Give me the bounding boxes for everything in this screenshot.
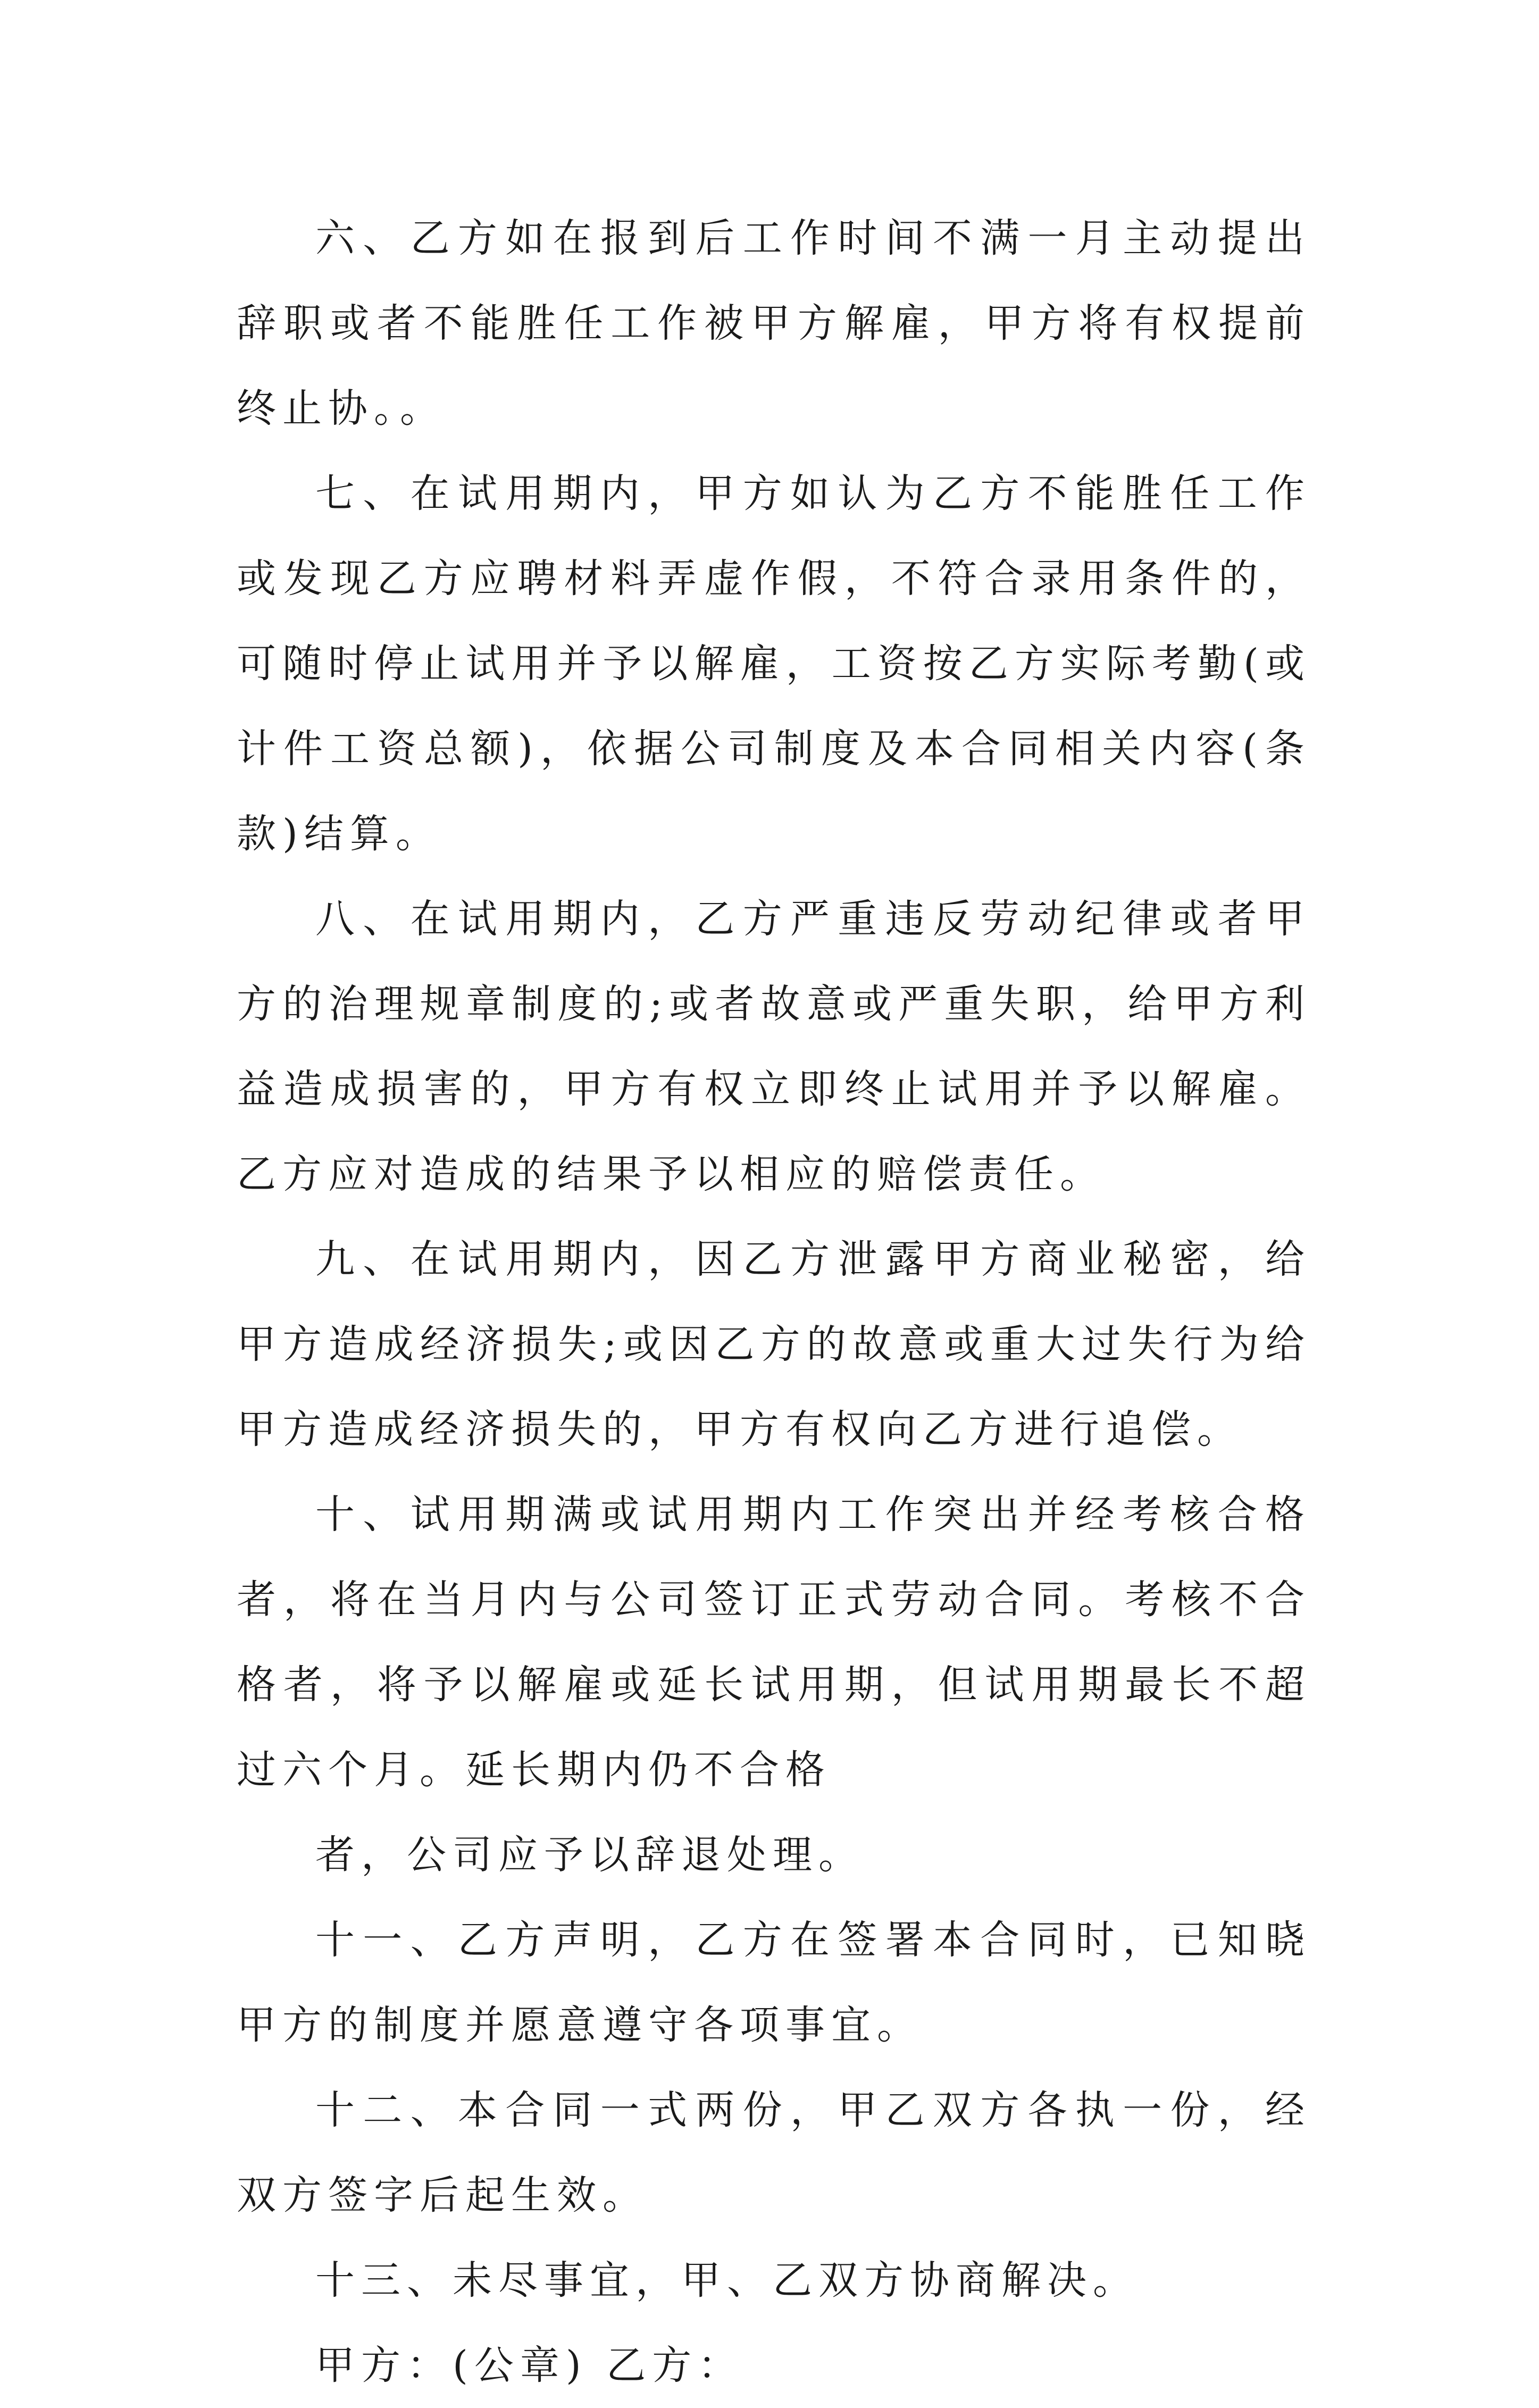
document-body [237,196,1311,2408]
clause-6: 六、乙方如在报到后工作时间不满一月主动提出辞职或者不能胜任工作被甲方解雇，甲方将有权提前终止协。。 [237,215,1311,431]
signature-line: 甲方：(公章) 乙方： [315,2343,744,2388]
clause-9: 九、在试用期内，因乙方泄露甲方商业秘密，给甲方造成经济损失;或因乙方的故意或重大过失行为给甲方造成经济损失的，甲方有权向乙方进行追偿。 [237,1236,1311,1452]
clause-11: 十一、乙方声明，乙方在签署本合同时，已知晓甲方的制度并愿意遵守各项事宜。 [237,1917,1311,2048]
clause-13: 十三、未尽事宜，甲、乙双方协商解决。 [315,2258,1139,2303]
clause-10: 十、试用期满或试用期内工作突出并经考核合格者，将在当月内与公司签订正式劳动合同。考核不合格者，将予以解雇或延长试用期，但试用期最长不超过六个月。延长期内仍不合格 [237,1492,1311,1793]
clause-8: 八、在试用期内，乙方严重违反劳动纪律或者甲方的治理规章制度的;或者故意或严重失职，给甲方利益造成损害的，甲方有权立即终止试用并予以解雇。乙方应对造成的结果予以相应的赔偿责任。 [237,896,1311,1197]
clause-12: 十二、本合同一式两份，甲乙双方各执一份，经双方签字后起生效。 [237,2087,1311,2218]
clause-7: 七、在试用期内，甲方如认为乙方不能胜任工作或发现乙方应聘材料弄虚作假，不符合录用条件的，可随时停止试用并予以解雇，工资按乙方实际考勤(或计件工资总额)，依据公司制度及本合同相关内容(条款)结算。 [237,471,1311,857]
clause-10-continuation: 者，公司应予以辞退处理。 [315,1832,864,1878]
